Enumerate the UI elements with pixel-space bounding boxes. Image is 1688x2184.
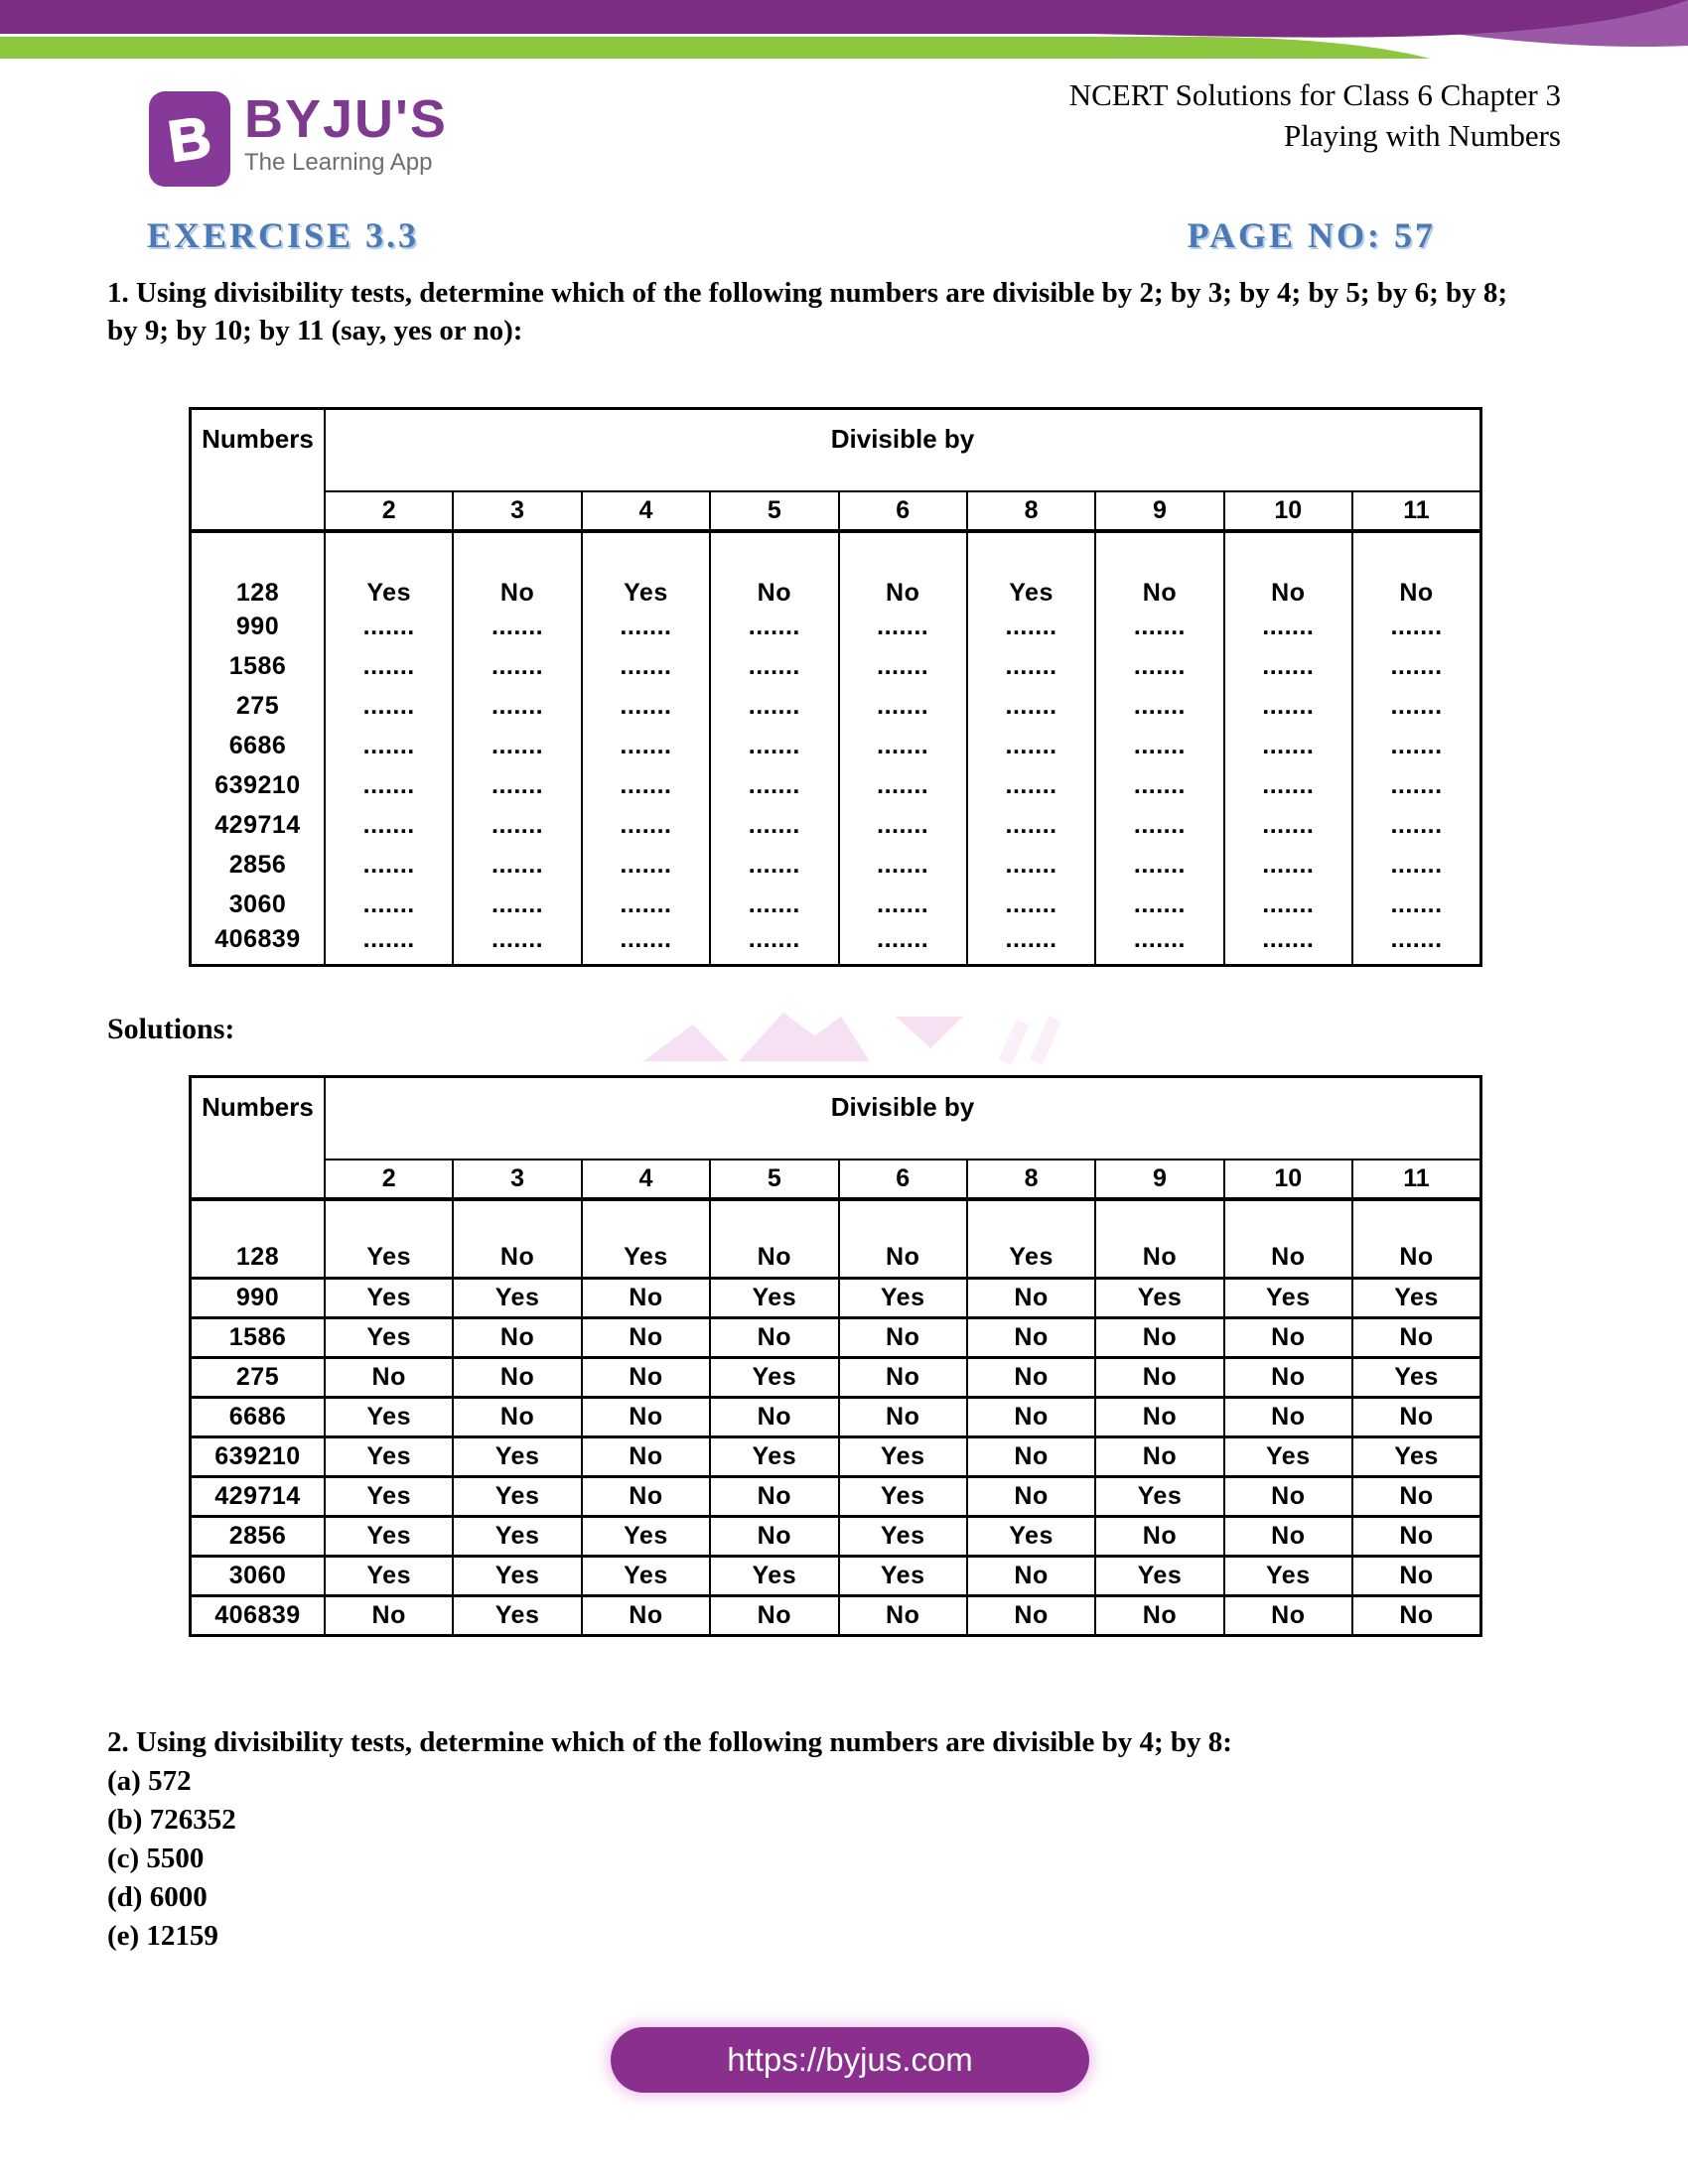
number-cell: 429714 [191, 1477, 326, 1517]
value-cell: No [1224, 1596, 1352, 1636]
divisor-header-cell: 10 [1224, 1160, 1352, 1199]
value-cell: ....... [1095, 727, 1223, 766]
value-cell: ....... [1224, 925, 1352, 966]
value-cell: ....... [1224, 727, 1352, 766]
value-cell: Yes [582, 1199, 710, 1279]
divisor-header-cell: 4 [582, 491, 710, 531]
value-cell: ....... [1095, 766, 1223, 806]
document-title-line2: Playing with Numbers [1284, 118, 1561, 153]
value-cell: No [839, 1596, 967, 1636]
value-cell: ....... [1095, 687, 1223, 727]
value-cell: ....... [839, 687, 967, 727]
value-cell: No [839, 1318, 967, 1358]
divisor-header-cell: 10 [1224, 491, 1352, 531]
value-cell: ....... [453, 846, 581, 886]
value-cell: Yes [582, 1557, 710, 1596]
value-cell: No [1224, 531, 1352, 608]
value-cell: ....... [839, 925, 967, 966]
value-cell: ....... [1352, 647, 1481, 687]
numbers-header-cell: Numbers [191, 409, 326, 531]
table-row [191, 727, 1481, 766]
value-cell: No [1224, 1477, 1352, 1517]
value-cell: Yes [1352, 1279, 1481, 1318]
value-cell: Yes [1224, 1557, 1352, 1596]
value-cell: ....... [453, 647, 581, 687]
table-row [191, 1437, 1481, 1477]
question-table [189, 407, 1482, 967]
question-1-text: 1. Using divisibility tests, determine which of the following numbers are divisible by 2; by 3; by 4; by 5; by 6; by 8; by 9; by 10; by 11 (say, yes or no): [107, 277, 1508, 346]
value-cell: ....... [839, 846, 967, 886]
value-cell: ....... [710, 687, 838, 727]
number-cell: 6686 [191, 727, 326, 766]
value-cell: Yes [453, 1517, 581, 1557]
number-cell: 1586 [191, 1318, 326, 1358]
table-row [191, 1318, 1481, 1358]
table-row [191, 687, 1481, 727]
value-cell: Yes [453, 1477, 581, 1517]
table-row [191, 886, 1481, 925]
value-cell: Yes [1095, 1477, 1223, 1517]
divisor-header-cell: 11 [1352, 1160, 1481, 1199]
value-cell: No [582, 1358, 710, 1398]
value-cell: No [325, 1596, 453, 1636]
value-cell: ....... [1352, 608, 1481, 647]
watermark-shape [999, 1020, 1030, 1065]
value-cell: No [453, 1318, 581, 1358]
value-cell: Yes [453, 1596, 581, 1636]
value-cell: ....... [1224, 806, 1352, 846]
divisor-header-cell: 9 [1095, 1160, 1223, 1199]
value-cell: ....... [839, 608, 967, 647]
value-cell: No [453, 531, 581, 608]
table-row [191, 925, 1481, 966]
value-cell: ....... [1352, 766, 1481, 806]
divisor-header-cell: 6 [839, 491, 967, 531]
value-cell: No [1352, 1557, 1481, 1596]
value-cell: ....... [1224, 886, 1352, 925]
value-cell: ....... [710, 886, 838, 925]
value-cell: Yes [325, 531, 453, 608]
value-cell: No [839, 531, 967, 608]
byjus-b-letter: B [164, 103, 215, 175]
value-cell: ....... [1095, 608, 1223, 647]
value-cell: ....... [710, 806, 838, 846]
value-cell: No [967, 1477, 1095, 1517]
value-cell: Yes [710, 1557, 838, 1596]
value-cell: No [839, 1358, 967, 1398]
value-cell: No [582, 1596, 710, 1636]
value-cell: ....... [839, 886, 967, 925]
value-cell: No [1095, 1199, 1223, 1279]
number-cell: 639210 [191, 766, 326, 806]
number-cell: 406839 [191, 925, 326, 966]
value-cell: ....... [967, 806, 1095, 846]
value-cell: No [967, 1557, 1095, 1596]
value-cell: No [1224, 1199, 1352, 1279]
document-title [1069, 74, 1561, 156]
value-cell: ....... [1352, 727, 1481, 766]
number-cell: 639210 [191, 1437, 326, 1477]
value-cell: ....... [582, 766, 710, 806]
value-cell: Yes [582, 1517, 710, 1557]
value-cell: ....... [1224, 766, 1352, 806]
value-cell: ....... [325, 806, 453, 846]
value-cell: No [710, 1517, 838, 1557]
table-row [191, 1398, 1481, 1437]
value-cell: No [1224, 1358, 1352, 1398]
number-cell: 990 [191, 608, 326, 647]
value-cell: ....... [967, 766, 1095, 806]
watermark-shape [739, 1013, 870, 1061]
value-cell: ....... [967, 846, 1095, 886]
value-cell: No [453, 1199, 581, 1279]
value-cell: Yes [325, 1477, 453, 1517]
value-cell: No [453, 1398, 581, 1437]
table-row [191, 608, 1481, 647]
value-cell: ....... [453, 886, 581, 925]
table-row [191, 1279, 1481, 1318]
value-cell: Yes [839, 1517, 967, 1557]
value-cell: ....... [325, 727, 453, 766]
numbers-header-cell: Numbers [191, 1077, 326, 1199]
value-cell: No [967, 1596, 1095, 1636]
byjus-logo [149, 91, 448, 187]
table-row [191, 1199, 1481, 1279]
divisor-header-cell: 2 [325, 1160, 453, 1199]
value-cell: No [1095, 531, 1223, 608]
value-cell: Yes [453, 1437, 581, 1477]
number-cell: 1586 [191, 647, 326, 687]
page-number-heading: PAGE NO: 57 [1187, 215, 1436, 255]
value-cell: Yes [710, 1358, 838, 1398]
table-row [191, 1358, 1481, 1398]
question-2-option-e: (e) 12159 [107, 1920, 218, 1952]
table-row [191, 1477, 1481, 1517]
number-cell: 2856 [191, 846, 326, 886]
table-row [191, 766, 1481, 806]
table-row [191, 806, 1481, 846]
divisor-header-cell: 2 [325, 491, 453, 531]
value-cell: Yes [1352, 1358, 1481, 1398]
value-cell: Yes [839, 1477, 967, 1517]
value-cell: ....... [1352, 846, 1481, 886]
value-cell: ....... [325, 925, 453, 966]
value-cell: ....... [967, 925, 1095, 966]
value-cell: Yes [325, 1398, 453, 1437]
value-cell: ....... [967, 886, 1095, 925]
value-cell: ....... [839, 727, 967, 766]
value-cell: ....... [710, 647, 838, 687]
divisor-header-cell: 11 [1352, 491, 1481, 531]
table-row [191, 531, 1481, 608]
value-cell: ....... [710, 766, 838, 806]
value-cell: ....... [453, 608, 581, 647]
value-cell: ....... [1224, 647, 1352, 687]
value-cell: No [1352, 1477, 1481, 1517]
value-cell: Yes [325, 1437, 453, 1477]
value-cell: No [839, 1398, 967, 1437]
byjus-url-button[interactable] [611, 2027, 1089, 2093]
byjus-logo-text [244, 91, 448, 177]
value-cell: ....... [710, 727, 838, 766]
value-cell: No [1224, 1398, 1352, 1437]
table-row [191, 1517, 1481, 1557]
value-cell: No [710, 531, 838, 608]
value-cell: No [582, 1279, 710, 1318]
value-cell: Yes [967, 1199, 1095, 1279]
divisor-header-cell: 9 [1095, 491, 1223, 531]
value-cell: ....... [1224, 846, 1352, 886]
value-cell: Yes [839, 1279, 967, 1318]
number-cell: 6686 [191, 1398, 326, 1437]
divisor-header-cell: 5 [710, 1160, 838, 1199]
value-cell: ....... [1095, 806, 1223, 846]
value-cell: No [582, 1477, 710, 1517]
number-cell: 406839 [191, 1596, 326, 1636]
value-cell: ....... [1352, 806, 1481, 846]
value-cell: ....... [1095, 846, 1223, 886]
value-cell: No [967, 1279, 1095, 1318]
number-cell: 429714 [191, 806, 326, 846]
value-cell: ....... [453, 925, 581, 966]
value-cell: Yes [453, 1557, 581, 1596]
value-cell: Yes [453, 1279, 581, 1318]
number-cell: 2856 [191, 1517, 326, 1557]
value-cell: Yes [839, 1437, 967, 1477]
byjus-b-icon [149, 91, 230, 187]
byjus-url-text: https://byjus.com [727, 2041, 973, 2078]
number-cell: 3060 [191, 1557, 326, 1596]
value-cell: No [1095, 1517, 1223, 1557]
question-2-option-d: (d) 6000 [107, 1881, 208, 1913]
value-cell: Yes [325, 1557, 453, 1596]
value-cell: No [582, 1318, 710, 1358]
value-cell: Yes [710, 1437, 838, 1477]
value-cell: No [839, 1199, 967, 1279]
value-cell: ....... [582, 687, 710, 727]
value-cell: No [1352, 1199, 1481, 1279]
divisor-header-cell: 4 [582, 1160, 710, 1199]
value-cell: Yes [967, 531, 1095, 608]
number-cell: 990 [191, 1279, 326, 1318]
value-cell: No [1352, 531, 1481, 608]
value-cell: No [1095, 1398, 1223, 1437]
value-cell: No [710, 1477, 838, 1517]
value-cell: ....... [325, 766, 453, 806]
value-cell: No [1224, 1517, 1352, 1557]
number-cell: 128 [191, 531, 326, 608]
table-row [191, 647, 1481, 687]
value-cell: No [1224, 1318, 1352, 1358]
value-cell: ....... [453, 806, 581, 846]
question-2-option-b: (b) 726352 [107, 1804, 236, 1836]
value-cell: No [582, 1398, 710, 1437]
value-cell: No [710, 1398, 838, 1437]
value-cell: No [967, 1437, 1095, 1477]
watermark-shape [1030, 1016, 1061, 1065]
value-cell: ....... [967, 608, 1095, 647]
value-cell: ....... [1224, 687, 1352, 727]
divisor-header-cell: 5 [710, 491, 838, 531]
value-cell: ....... [1095, 647, 1223, 687]
value-cell: No [1352, 1318, 1481, 1358]
value-cell: Yes [582, 531, 710, 608]
value-cell: ....... [325, 647, 453, 687]
value-cell: ....... [967, 687, 1095, 727]
value-cell: ....... [582, 647, 710, 687]
divisible-by-header-cell: Divisible by [325, 1077, 1481, 1160]
value-cell: ....... [1095, 886, 1223, 925]
value-cell: ....... [582, 846, 710, 886]
value-cell: Yes [1352, 1437, 1481, 1477]
value-cell: No [1352, 1398, 1481, 1437]
table-row [191, 1596, 1481, 1636]
number-cell: 275 [191, 1358, 326, 1398]
value-cell: No [710, 1318, 838, 1358]
number-cell: 3060 [191, 886, 326, 925]
value-cell: ....... [839, 806, 967, 846]
question-2-block [107, 1723, 1577, 1955]
document-title-line1: NCERT Solutions for Class 6 Chapter 3 [1068, 77, 1561, 112]
value-cell: ....... [710, 608, 838, 647]
divisor-header-cell: 8 [967, 1160, 1095, 1199]
value-cell: Yes [325, 1279, 453, 1318]
value-cell: Yes [1095, 1557, 1223, 1596]
value-cell: No [1095, 1318, 1223, 1358]
solution-table [189, 1075, 1482, 1637]
value-cell: Yes [325, 1517, 453, 1557]
value-cell: ....... [453, 727, 581, 766]
value-cell: ....... [710, 846, 838, 886]
divisor-header-cell: 3 [453, 491, 581, 531]
question-2-option-c: (c) 5500 [107, 1843, 205, 1874]
value-cell: No [710, 1199, 838, 1279]
number-cell: 275 [191, 687, 326, 727]
value-cell: No [967, 1398, 1095, 1437]
value-cell: ....... [839, 647, 967, 687]
value-cell: No [967, 1358, 1095, 1398]
value-cell: Yes [1224, 1437, 1352, 1477]
value-cell: ....... [1352, 886, 1481, 925]
value-cell: ....... [325, 687, 453, 727]
value-cell: No [325, 1358, 453, 1398]
watermark-shape [643, 1024, 729, 1061]
header-bars-decoration [0, 0, 1688, 62]
divisible-by-header-cell: Divisible by [325, 409, 1481, 491]
question-2-option-a: (a) 572 [107, 1765, 192, 1797]
divisor-header-cell: 8 [967, 491, 1095, 531]
section-heading-row [147, 214, 1436, 256]
value-cell: ....... [325, 886, 453, 925]
value-cell: No [1095, 1596, 1223, 1636]
value-cell: Yes [1095, 1279, 1223, 1318]
exercise-heading: EXERCISE 3.3 [147, 215, 420, 255]
value-cell: ....... [582, 727, 710, 766]
number-cell: 128 [191, 1199, 326, 1279]
solutions-heading: Solutions: [107, 1013, 235, 1045]
value-cell: Yes [325, 1199, 453, 1279]
value-cell: ....... [582, 925, 710, 966]
value-cell: Yes [710, 1279, 838, 1318]
value-cell: ....... [453, 687, 581, 727]
byjus-tagline: The Learning App [244, 149, 433, 176]
value-cell: ....... [1352, 687, 1481, 727]
byjus-brand-name: BYJU'S [244, 89, 448, 149]
value-cell: Yes [839, 1557, 967, 1596]
value-cell: ....... [1224, 608, 1352, 647]
value-cell: No [582, 1437, 710, 1477]
value-cell: ....... [325, 846, 453, 886]
value-cell: ....... [582, 806, 710, 846]
value-cell: ....... [710, 925, 838, 966]
value-cell: No [1095, 1437, 1223, 1477]
watermark-shape [896, 1017, 963, 1048]
value-cell: No [967, 1318, 1095, 1358]
value-cell: ....... [582, 608, 710, 647]
table-row [191, 846, 1481, 886]
divisor-header-cell: 3 [453, 1160, 581, 1199]
value-cell: Yes [1224, 1279, 1352, 1318]
value-cell: ....... [1095, 925, 1223, 966]
value-cell: ....... [1352, 925, 1481, 966]
value-cell: ....... [967, 647, 1095, 687]
value-cell: No [453, 1358, 581, 1398]
table-row [191, 1557, 1481, 1596]
value-cell: ....... [839, 766, 967, 806]
value-cell: ....... [582, 886, 710, 925]
value-cell: ....... [967, 727, 1095, 766]
value-cell: ....... [325, 608, 453, 647]
value-cell: No [710, 1596, 838, 1636]
value-cell: No [1352, 1596, 1481, 1636]
value-cell: No [1095, 1358, 1223, 1398]
divisor-header-cell: 6 [839, 1160, 967, 1199]
value-cell: Yes [325, 1318, 453, 1358]
value-cell: ....... [453, 766, 581, 806]
value-cell: No [1352, 1517, 1481, 1557]
value-cell: Yes [967, 1517, 1095, 1557]
question-2-text: 2. Using divisibility tests, determine which of the following numbers are divisible by 4; by 8: [107, 1726, 1232, 1758]
